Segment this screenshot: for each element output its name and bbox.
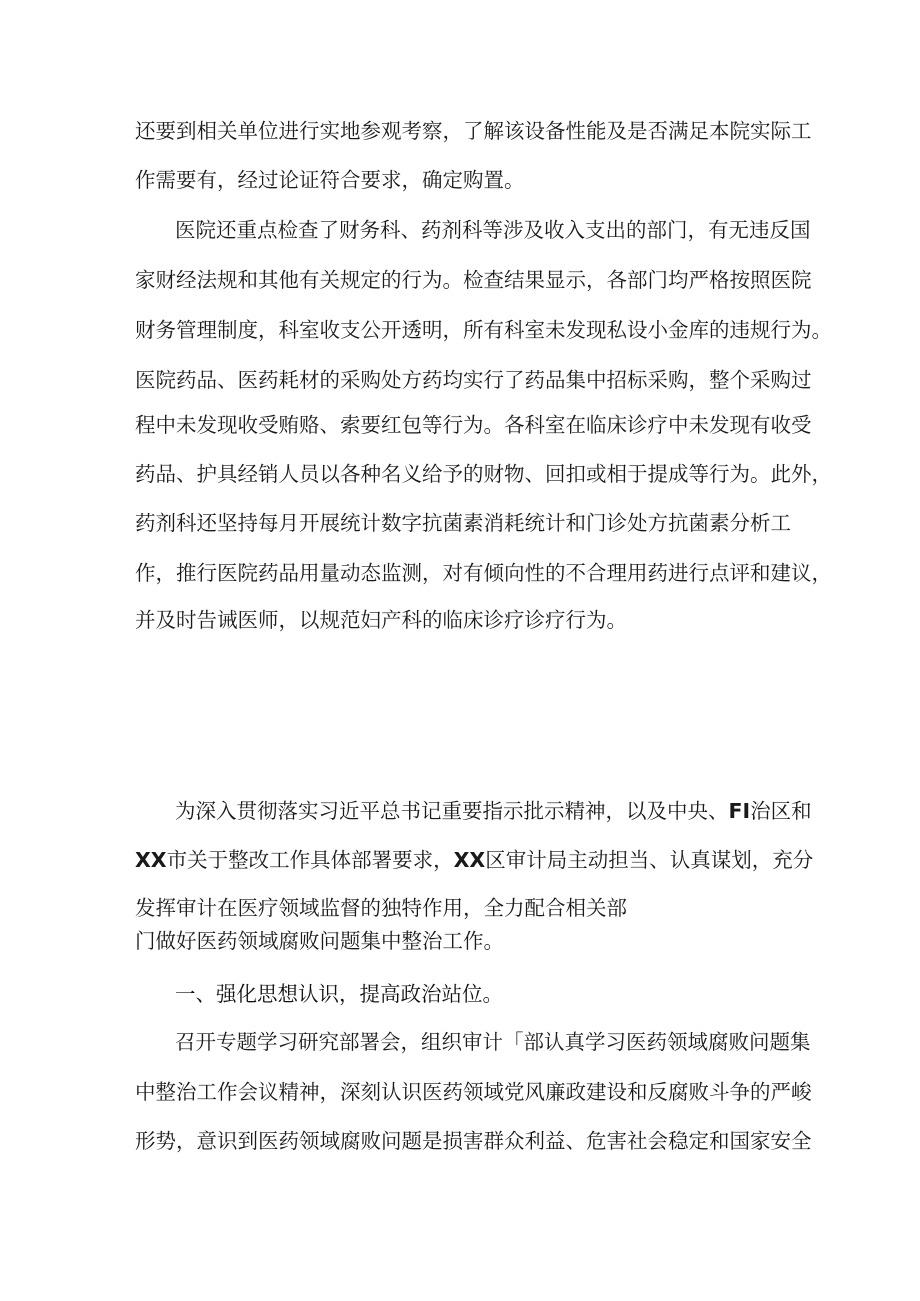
paragraph-4-line-3: 形势，意识到医药领域腐败问题是损害群众利益、危害社会稳定和国家安全 [135, 1129, 812, 1153]
paragraph-3-line-3: 发挥审计在医疗领域监督的独特作用，全力配合相关部 [135, 896, 627, 920]
section-heading: 一、强化思想认识，提高政治站位。 [175, 982, 503, 1006]
paragraph-3-line-1: 为深入贯彻落实习近平总书记重要指示批示精神，以及中央、FI治区和 [175, 799, 812, 823]
paragraph-3-line-4: 门做好医药领域腐败问题集中整治工作。 [135, 929, 504, 953]
paragraph-4-line-1: 召开专题学习研究部署会，组织审计「部认真学习医药领域腐败问题集 [175, 1030, 811, 1054]
paragraph-2-line-1: 医院还重点检查了财务科、药剂科等涉及收入支出的部门，有无违反国 [175, 218, 811, 242]
paragraph-2-line-7: 药剂科还坚持每月开展统计数字抗菌素消耗统计和门诊处方抗菌素分析工 [135, 511, 791, 535]
paragraph-2-line-2: 家财经法规和其他有关规定的行为。检查结果显示，各部门均严格按照医院 [135, 268, 812, 292]
paragraph-2-line-9: 并及时告诫医师，以规范妇产科的临床诊疗诊疗行为。 [135, 608, 627, 632]
paragraph-1-line-2: 作需要有，经过论证符合要求，确定购置。 [135, 168, 525, 192]
paragraph-4-line-2: 中整治工作会议精神，深刻认识医药领域党风廉政建设和反腐败斗争的严峻 [135, 1080, 812, 1104]
paragraph-3-line-2: XX市关于整改工作具体部署要求，XX区审计局主动担当、认真谋划，充分 [135, 848, 814, 872]
paragraph-2-line-3: 财务管理制度，科室收支公开透明，所有科室未发现私设小金库的违规行为。 [135, 318, 832, 342]
paragraph-2-line-5: 程中未发现收受贿赂、索要红包等行为。各科室在临床诊疗中未发现有收受 [135, 413, 812, 437]
paragraph-2-line-8: 作，推行医院药品用量动态监测，对有倾向性的不合理用药进行点评和建议， [135, 561, 832, 585]
paragraph-2-line-6: 药品、护具经销人员以各种名义给予的财物、回扣或相于提成等行为。此外， [135, 462, 832, 486]
paragraph-2-line-4: 医院药品、医药耗材的采购处方药均实行了药品集中招标采购，整个采购过 [135, 368, 812, 392]
paragraph-1-line-1: 还要到相关单位进行实地参观考察，了解该设备性能及是否满足本院实际工 [135, 119, 812, 143]
